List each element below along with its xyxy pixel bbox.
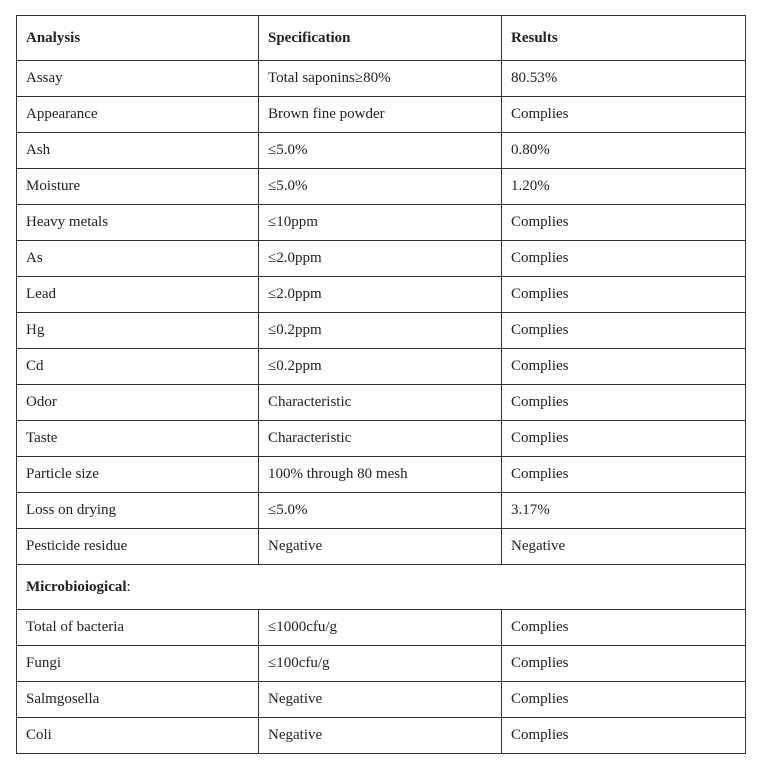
- cell-specification: ≤10ppm: [259, 205, 502, 241]
- table-row: [17, 205, 746, 241]
- header-specification: Specification: [259, 16, 502, 61]
- cell-analysis: Hg: [17, 313, 259, 349]
- cell-result: Complies: [502, 241, 746, 277]
- table-row: [17, 610, 746, 646]
- cell-result: Complies: [502, 313, 746, 349]
- cell-specification: Negative: [259, 529, 502, 565]
- cell-specification: Negative: [259, 718, 502, 754]
- cell-result: Complies: [502, 421, 746, 457]
- cell-specification: Total saponins≥80%: [259, 61, 502, 97]
- table-row: [17, 718, 746, 754]
- cell-result: Complies: [502, 277, 746, 313]
- table-body: [17, 61, 746, 565]
- cell-result: 3.17%: [502, 493, 746, 529]
- cell-analysis: Odor: [17, 385, 259, 421]
- cell-specification: ≤0.2ppm: [259, 313, 502, 349]
- cell-specification: ≤5.0%: [259, 493, 502, 529]
- table-row: [17, 385, 746, 421]
- cell-specification: Characteristic: [259, 385, 502, 421]
- cell-specification: Negative: [259, 682, 502, 718]
- cell-specification: 100% through 80 mesh: [259, 457, 502, 493]
- section-row: [17, 565, 746, 610]
- header-analysis: Analysis: [17, 16, 259, 61]
- table-row: [17, 169, 746, 205]
- cell-result: 1.20%: [502, 169, 746, 205]
- table-row: [17, 646, 746, 682]
- table-row: [17, 457, 746, 493]
- cell-specification: ≤1000cfu/g: [259, 610, 502, 646]
- table-row: [17, 97, 746, 133]
- cell-analysis: Salmgosella: [17, 682, 259, 718]
- table-row: [17, 241, 746, 277]
- cell-analysis: Assay: [17, 61, 259, 97]
- section-suffix: :: [126, 578, 131, 595]
- cell-analysis: Fungi: [17, 646, 259, 682]
- table-row: [17, 682, 746, 718]
- cell-specification: Brown fine powder: [259, 97, 502, 133]
- header-results: Results: [502, 16, 746, 61]
- cell-analysis: Ash: [17, 133, 259, 169]
- cell-analysis: Total of bacteria: [17, 610, 259, 646]
- cell-specification: ≤100cfu/g: [259, 646, 502, 682]
- cell-analysis: Cd: [17, 349, 259, 385]
- cell-specification: Characteristic: [259, 421, 502, 457]
- cell-specification: ≤0.2ppm: [259, 349, 502, 385]
- cell-result: Complies: [502, 610, 746, 646]
- cell-specification: ≤5.0%: [259, 133, 502, 169]
- cell-specification: ≤5.0%: [259, 169, 502, 205]
- table-header-row: [17, 16, 746, 61]
- table-row: [17, 349, 746, 385]
- table-row: [17, 421, 746, 457]
- cell-specification: ≤2.0ppm: [259, 241, 502, 277]
- cell-result: Complies: [502, 457, 746, 493]
- cell-specification: ≤2.0ppm: [259, 277, 502, 313]
- cell-analysis: Loss on drying: [17, 493, 259, 529]
- analysis-table: [16, 15, 746, 754]
- cell-analysis: Coli: [17, 718, 259, 754]
- cell-result: Complies: [502, 349, 746, 385]
- cell-analysis: Taste: [17, 421, 259, 457]
- cell-result: Complies: [502, 682, 746, 718]
- table-row: [17, 493, 746, 529]
- cell-analysis: Pesticide residue: [17, 529, 259, 565]
- cell-analysis: Heavy metals: [17, 205, 259, 241]
- cell-result: Complies: [502, 97, 746, 133]
- cell-result: Complies: [502, 205, 746, 241]
- microbiological-section: [17, 565, 746, 610]
- section-cell: [17, 565, 746, 610]
- cell-result: Negative: [502, 529, 746, 565]
- table-row: [17, 133, 746, 169]
- table-row: [17, 313, 746, 349]
- cell-result: 80.53%: [502, 61, 746, 97]
- cell-analysis: Appearance: [17, 97, 259, 133]
- cell-analysis: As: [17, 241, 259, 277]
- table-row: [17, 61, 746, 97]
- microbiological-body: [17, 610, 746, 754]
- cell-result: 0.80%: [502, 133, 746, 169]
- table-row: [17, 277, 746, 313]
- section-title: Microbioiogical: [26, 578, 127, 595]
- cell-analysis: Moisture: [17, 169, 259, 205]
- cell-result: Complies: [502, 646, 746, 682]
- cell-result: Complies: [502, 718, 746, 754]
- cell-analysis: Lead: [17, 277, 259, 313]
- cell-result: Complies: [502, 385, 746, 421]
- cell-analysis: Particle size: [17, 457, 259, 493]
- table-row: [17, 529, 746, 565]
